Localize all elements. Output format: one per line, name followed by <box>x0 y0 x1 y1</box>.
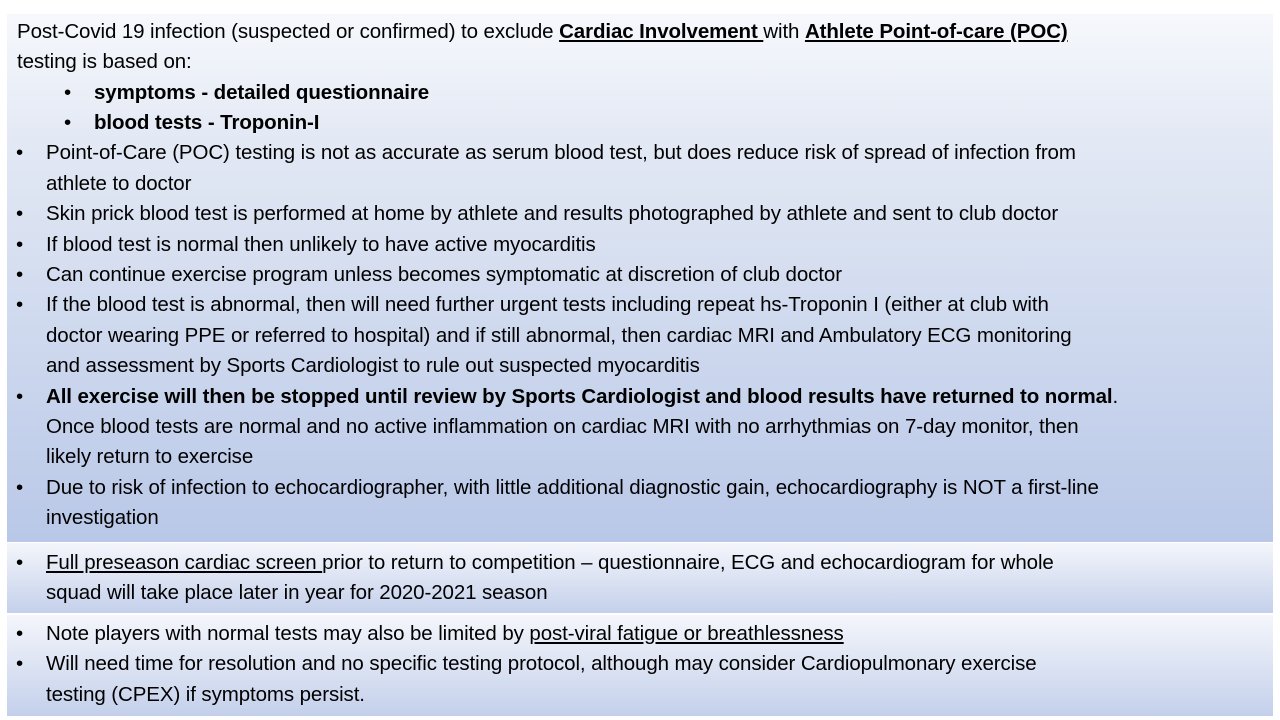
bullet-text: If blood test is normal then unlikely to have active myocarditis <box>46 233 596 256</box>
bullet-icon: • <box>16 652 24 675</box>
sub-bullet-text: symptoms - detailed questionnaire <box>94 81 430 104</box>
bullet-icon: • <box>64 81 72 104</box>
preseason-screen-link: Full preseason cardiac screen <box>46 551 323 574</box>
bullet-icon: • <box>16 622 24 645</box>
bullet-icon: • <box>64 111 72 134</box>
bullet-text: prior to return to competition – questionnaire, ECG and echocardiogram for whole <box>322 551 1054 574</box>
bullet-period: . <box>1112 385 1119 408</box>
bullet-icon: • <box>16 385 24 408</box>
intro-with: with <box>763 20 805 43</box>
bullet-text: Note players with normal tests may also be limited by <box>46 622 530 645</box>
bullet-icon: • <box>16 263 24 286</box>
intro-text: Post-Covid 19 infection (suspected or confirmed) to exclude <box>17 20 560 43</box>
bullet-text: investigation <box>46 506 159 529</box>
bullet-bold-text: All exercise will then be stopped until review by Sports Cardiologist and blood results have returned to normal <box>46 385 1113 408</box>
bullet-text: If the blood test is abnormal, then will need further urgent tests including repeat hs-Troponin I (either at club with <box>46 293 1049 316</box>
bullet-icon: • <box>16 141 24 164</box>
cardiac-involvement-link: Cardiac Involvement <box>559 20 764 43</box>
bullet-text: and assessment by Sports Cardiologist to rule out suspected myocarditis <box>46 354 700 377</box>
bullet-icon: • <box>16 551 24 574</box>
bullet-text: Due to risk of infection to echocardiographer, with little additional diagnostic gain, echocardiography is NOT a first-line <box>46 476 1099 499</box>
fatigue-box <box>7 615 1273 716</box>
athlete-poc-link: Athlete Point-of-care (POC) <box>804 20 1068 43</box>
bullet-text: athlete to doctor <box>46 172 192 195</box>
bullet-text: doctor wearing PPE or referred to hospital) and if still abnormal, then cardiac MRI and Ambulatory ECG monitoring <box>46 324 1072 347</box>
preseason-box <box>7 543 1273 613</box>
bullet-text: Point-of-Care (POC) testing is not as accurate as serum blood test, but does reduce risk of spread of infection from <box>46 141 1076 164</box>
bullet-text: likely return to exercise <box>46 445 254 468</box>
bullet-icon: • <box>16 202 24 225</box>
post-viral-fatigue-link: post-viral fatigue or breathlessness <box>529 622 844 645</box>
main-text-box <box>7 14 1273 542</box>
bullet-icon: • <box>16 293 24 316</box>
bullet-text: Once blood tests are normal and no active inflammation on cardiac MRI with no arrhythmias on 7-day monitor, then <box>46 415 1079 438</box>
bullet-icon: • <box>16 233 24 256</box>
bullet-text: Can continue exercise program unless becomes symptomatic at discretion of club doctor <box>46 263 842 286</box>
bullet-text: testing (CPEX) if symptoms persist. <box>46 683 365 706</box>
bullet-icon: • <box>16 476 24 499</box>
intro-text-2: testing is based on: <box>17 50 192 73</box>
bullet-text: squad will take place later in year for 2020-2021 season <box>46 581 548 604</box>
bullet-text: Will need time for resolution and no specific testing protocol, although may consider Cardiopulmonary exercise <box>46 652 1037 675</box>
bullet-text: Skin prick blood test is performed at home by athlete and results photographed by athlete and sent to club doctor <box>46 202 1059 225</box>
sub-bullet-text: blood tests - Troponin-I <box>94 111 320 134</box>
